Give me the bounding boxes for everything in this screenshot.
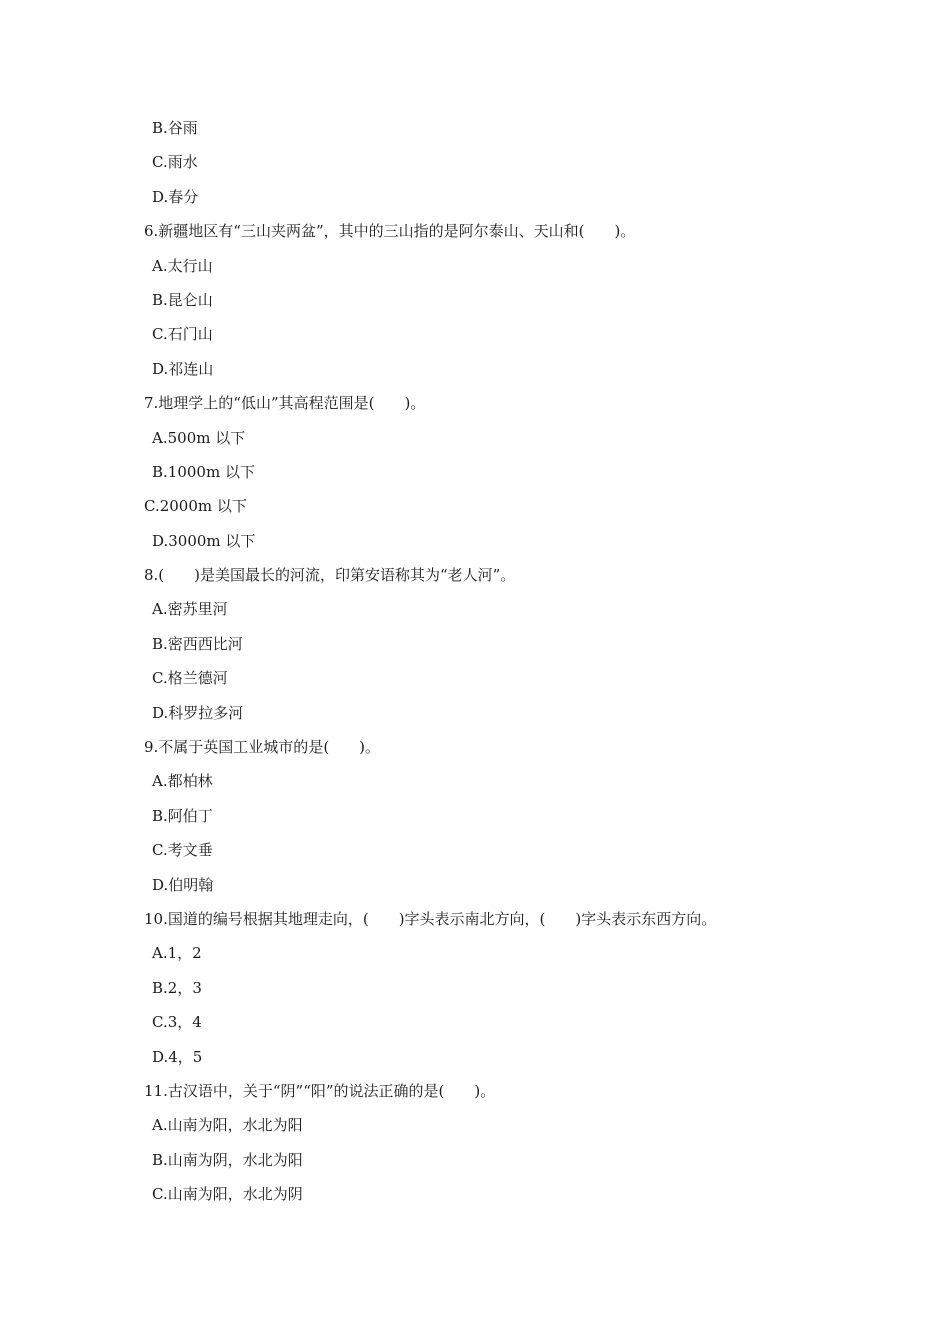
option-q9-d: D.伯明翰	[152, 875, 214, 894]
option-q8-b: B.密西西比河	[152, 634, 243, 653]
option-q7-c: C.2000m 以下	[144, 497, 247, 516]
document-page	[0, 111, 950, 1212]
option-q6-b: B.昆仑山	[152, 290, 213, 309]
option-q10-d: D.4，5	[152, 1047, 203, 1066]
option-q7-b: B.1000m 以下	[152, 462, 255, 481]
option-q9-a: A.都柏林	[152, 772, 213, 791]
option-q7-a: A.500m 以下	[152, 428, 246, 447]
question-6: 6.新疆地区有“三山夹两盆”，其中的三山指的是阿尔泰山、天山和( )。	[144, 222, 636, 241]
option-q11-b: B.山南为阴，水北为阳	[152, 1150, 303, 1169]
option-q10-b: B.2，3	[152, 978, 202, 997]
option-q11-c: C.山南为阳，水北为阴	[152, 1185, 303, 1204]
option-q8-a: A.密苏里河	[152, 600, 228, 619]
option-q8-c: C.格兰德河	[152, 669, 228, 688]
option-q6-a: A.太行山	[152, 256, 213, 275]
option-q5-b: B.谷雨	[152, 119, 198, 137]
option-q10-a: A.1，2	[152, 944, 202, 963]
option-q11-a: A.山南为阳，水北为阳	[152, 1116, 303, 1135]
question-7: 7.地理学上的“低山”其高程范围是( )。	[144, 394, 426, 413]
question-10: 10.国道的编号根据其地理走向，( )字头表示南北方向，( )字头表示东西方向。	[144, 909, 717, 928]
option-q9-b: B.阿伯丁	[152, 806, 213, 825]
option-q6-c: C.石门山	[152, 325, 213, 344]
question-9: 9.不属于英国工业城市的是( )。	[144, 738, 381, 757]
option-q6-d: D.祁连山	[152, 359, 214, 378]
question-8: 8.( )是美国最长的河流，印第安语称其为“老人河”。	[144, 566, 516, 585]
question-11: 11.古汉语中，关于“阴”“阳”的说法正确的是( )。	[144, 1081, 496, 1100]
option-q7-d: D.3000m 以下	[152, 531, 256, 550]
option-q9-c: C.考文垂	[152, 841, 213, 860]
option-q5-d: D.春分	[152, 187, 199, 206]
option-q5-c: C.雨水	[152, 153, 198, 172]
option-q10-c: C.3，4	[152, 1013, 202, 1032]
option-q8-d: D.科罗拉多河	[152, 703, 244, 722]
